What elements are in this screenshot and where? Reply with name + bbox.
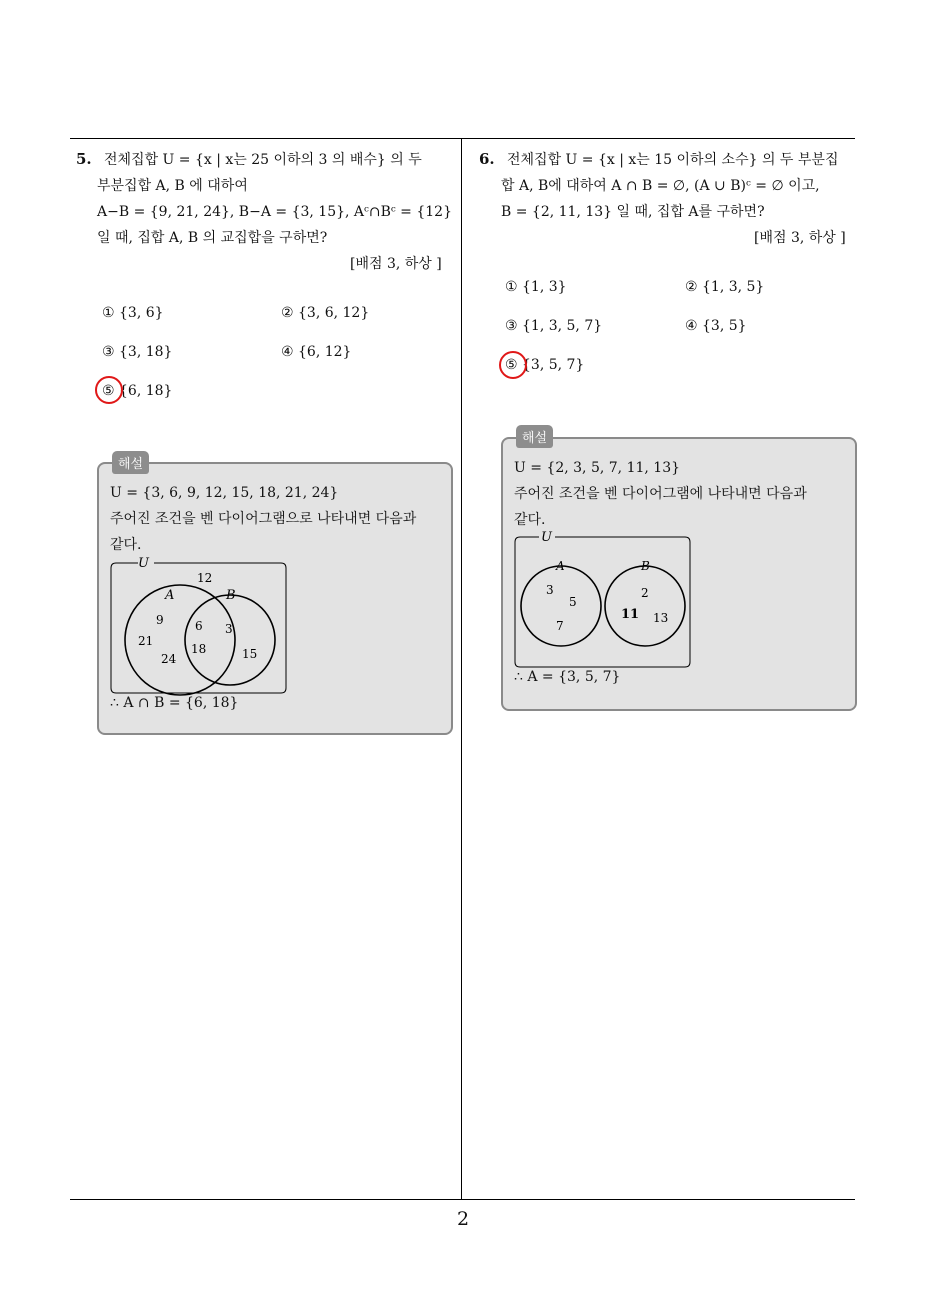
q6-solution-line-1: U = {2, 3, 5, 7, 11, 13} — [514, 460, 681, 476]
q6-solution-tag: 해설 — [516, 425, 553, 448]
column-divider — [461, 138, 462, 1200]
q6-choice-1[interactable]: ① {1, 3} — [505, 279, 567, 295]
q5-venn-only-a-2: 21 — [138, 634, 154, 648]
q5-choice-5[interactable]: ⑤ {6, 18} — [102, 383, 173, 399]
q6-solution-line-2: 주어진 조건을 벤 다이어그램에 나타내면 다음과 — [514, 486, 807, 502]
q5-venn-both-2: 18 — [191, 642, 207, 656]
q5-venn-u-label: U — [138, 556, 149, 571]
q6-line-1: 전체집합 U = {x | x는 15 이하의 소수} 의 두 부분집 — [507, 152, 839, 168]
q6-choice-3[interactable]: ③ {1, 3, 5, 7} — [505, 318, 603, 334]
q5-venn-only-b-1: 3 — [225, 622, 233, 636]
q6-choice-4[interactable]: ④ {3, 5} — [685, 318, 747, 334]
page-number: 2 — [456, 1208, 470, 1230]
q5-solution-line-1: U = {3, 6, 9, 12, 15, 18, 21, 24} — [110, 485, 339, 501]
q6-choice-5[interactable]: ⑤ {3, 5, 7} — [505, 357, 585, 373]
q6-venn-a-label: A — [556, 559, 565, 573]
q6-venn-b-label: B — [641, 559, 650, 573]
q5-answer-mark — [95, 376, 123, 404]
q6-venn-a-2: 5 — [569, 595, 577, 609]
q6-conclusion: ∴ A = {3, 5, 7} — [514, 669, 621, 685]
q6-number: 6. — [479, 150, 495, 168]
q5-conclusion: ∴ A ∩ B = {6, 18} — [110, 695, 239, 711]
q6-line-3: B = {2, 11, 13} 일 때, 집합 A를 구하면? — [501, 204, 765, 220]
q6-venn-b-1: 2 — [641, 586, 649, 600]
q5-circle-b — [185, 595, 275, 685]
q5-solution-line-2: 주어진 조건을 벤 다이어그램으로 나타내면 다음과 — [110, 511, 417, 527]
q5-venn-only-a-1: 9 — [156, 613, 164, 627]
q6-venn-a-3: 7 — [556, 619, 564, 633]
q5-choice-1[interactable]: ① {3, 6} — [102, 305, 164, 321]
q5-venn-a-label: A — [165, 588, 175, 603]
q5-line-3: A−B = {9, 21, 24}, B−A = {3, 15}, Aᶜ∩Bᶜ = {12} — [97, 204, 452, 220]
q5-solution-line-3: 같다. — [110, 537, 142, 553]
q5-number: 5. — [76, 150, 92, 168]
q5-line-4: 일 때, 집합 A, B 의 교집합을 구하면? — [97, 230, 328, 246]
q6-venn-a-1: 3 — [546, 583, 554, 597]
q6-venn-b-2: 11 — [621, 607, 640, 622]
top-rule — [70, 138, 855, 139]
q5-line-2: 부분집합 A, B 에 대하여 — [97, 178, 248, 194]
q5-venn-both-1: 6 — [195, 619, 203, 633]
q6-line-2: 합 A, B에 대하여 A ∩ B = ∅, (A ∪ B)ᶜ = ∅ 이고, — [501, 178, 820, 194]
q6-circle-b — [605, 566, 685, 646]
q6-venn-b-3: 13 — [653, 611, 669, 625]
q5-venn-b-label: B — [226, 588, 236, 603]
q6-venn-diagram — [511, 528, 696, 673]
q6-circle-a — [521, 566, 601, 646]
bottom-rule — [70, 1199, 855, 1200]
q5-line-1: 전체집합 U = {x | x는 25 이하의 3 의 배수} 의 두 — [104, 152, 422, 168]
q6-choice-2[interactable]: ② {1, 3, 5} — [685, 279, 765, 295]
q5-choice-3[interactable]: ③ {3, 18} — [102, 344, 173, 360]
q6-solution-line-3: 같다. — [514, 512, 546, 528]
q5-choice-2[interactable]: ② {3, 6, 12} — [281, 305, 370, 321]
q6-venn-u-label: U — [541, 530, 552, 545]
q5-choice-4[interactable]: ④ {6, 12} — [281, 344, 352, 360]
q5-points: [배점 3, 하상 ] — [350, 256, 442, 272]
q6-points: [배점 3, 하상 ] — [754, 230, 846, 246]
q6-answer-mark — [499, 351, 527, 379]
q6-universe-frame — [515, 537, 690, 667]
q5-venn-diagram — [108, 555, 293, 700]
q5-venn-only-a-3: 24 — [161, 652, 177, 666]
q5-venn-only-b-2: 15 — [242, 647, 258, 661]
q5-venn-outside: 12 — [197, 571, 213, 585]
q5-solution-tag: 해설 — [112, 451, 149, 474]
